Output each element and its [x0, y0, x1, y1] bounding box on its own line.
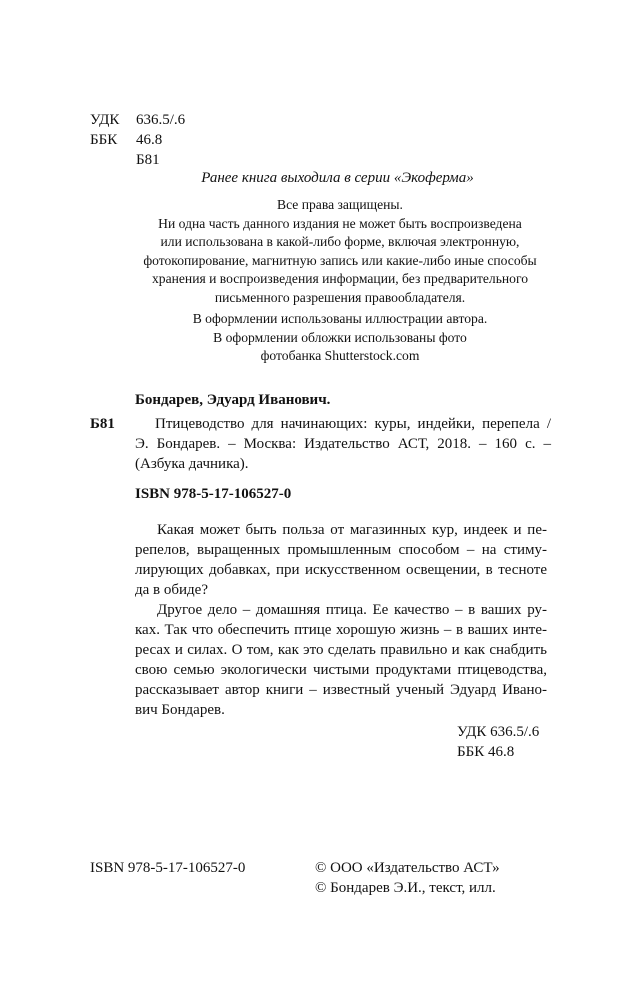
- annotation-line: Другое дело – домашняя птица. Ее качество – в ваших ру-: [157, 602, 547, 618]
- illustrations-line: В оформлении обложки использованы фото: [213, 329, 467, 345]
- illustrations-notice: [130, 310, 550, 366]
- author-mark: Б81: [136, 152, 160, 168]
- annotation-line: вич Бондарев.: [135, 702, 225, 718]
- annotation-paragraph-1: [135, 520, 547, 600]
- record-description: [135, 414, 551, 474]
- udk-row: [90, 110, 185, 130]
- illustrations-line: фотобанка Shutterstock.com: [260, 348, 420, 364]
- record-code: Б81: [90, 416, 115, 432]
- copyright-publisher: © ООО «Издательство АСТ»: [315, 860, 500, 876]
- footer-isbn: ISBN 978-5-17-106527-0: [90, 860, 246, 876]
- author-mark-row: [90, 150, 185, 170]
- bbk-value: 46.8: [136, 132, 163, 148]
- annotation-line: Какая может быть польза от магазинных кур, индеек и пе-: [157, 522, 547, 538]
- footer-copyrights: [315, 858, 500, 898]
- description-line: (Азбука дачника).: [135, 456, 249, 472]
- bbk-label: ББК: [90, 132, 118, 148]
- rights-line: или использована в какой-либо форме, включая электронную,: [160, 234, 520, 250]
- annotation-paragraph-2: [135, 600, 547, 720]
- rights-line: Ни одна часть данного издания не может быть воспроизведена: [158, 215, 522, 231]
- classification-block: [90, 110, 185, 170]
- description-line: Птицеводство для начинающих: куры, индейки, перепела /: [155, 416, 551, 432]
- description-line: Э. Бондарев. – Москва: Издательство АСТ, 2018. – 160 с. –: [135, 436, 551, 452]
- rights-line: Все права защищены.: [277, 197, 403, 212]
- record-author: Бондарев, Эдуард Иванович.: [135, 392, 331, 408]
- annotation-line: репелов, выращенных промышленным способом – на стиму-: [135, 542, 547, 558]
- series-note: Ранее книга выходила в серии «Экоферма»: [201, 170, 474, 186]
- annotation-line: свою семью экологически чистыми продуктами птицеводства,: [135, 662, 547, 678]
- rights-line: хранения и воспроизведения информации, без предварительного: [151, 271, 529, 287]
- classification-right: [457, 722, 539, 762]
- illustrations-line: В оформлении использованы иллюстрации автора.: [192, 311, 488, 326]
- annotation-line: рассказывает автор книги – известный ученый Эдуард Ивано-: [135, 682, 547, 698]
- annotation-line: лирующих добавках, при искусственном освещении, в тесноте: [135, 562, 547, 578]
- annotation-line: ках. Так что обеспечить птице хорошую жизнь – в ваших инте-: [135, 622, 547, 638]
- annotation: [135, 520, 547, 720]
- record-isbn: ISBN 978-5-17-106527-0: [135, 486, 292, 502]
- copyright-author: © Бондарев Э.И., текст, илл.: [315, 880, 496, 896]
- rights-notice: [130, 196, 550, 308]
- rights-line: письменного разрешения правообладателя.: [214, 289, 466, 305]
- udk-value: 636.5/.6: [136, 112, 186, 128]
- annotation-line: ресах и силах. О том, как это сделать правильно и как снабдить: [135, 642, 547, 658]
- rights-line: фотокопирование, магнитную запись или какие-либо иные способы: [143, 252, 537, 268]
- annotation-line: да в обиде?: [135, 582, 208, 598]
- bbk-row: [90, 130, 185, 150]
- udk-right: УДК 636.5/.6: [457, 724, 540, 740]
- bbk-right: ББК 46.8: [457, 744, 515, 760]
- udk-label: УДК: [90, 112, 120, 128]
